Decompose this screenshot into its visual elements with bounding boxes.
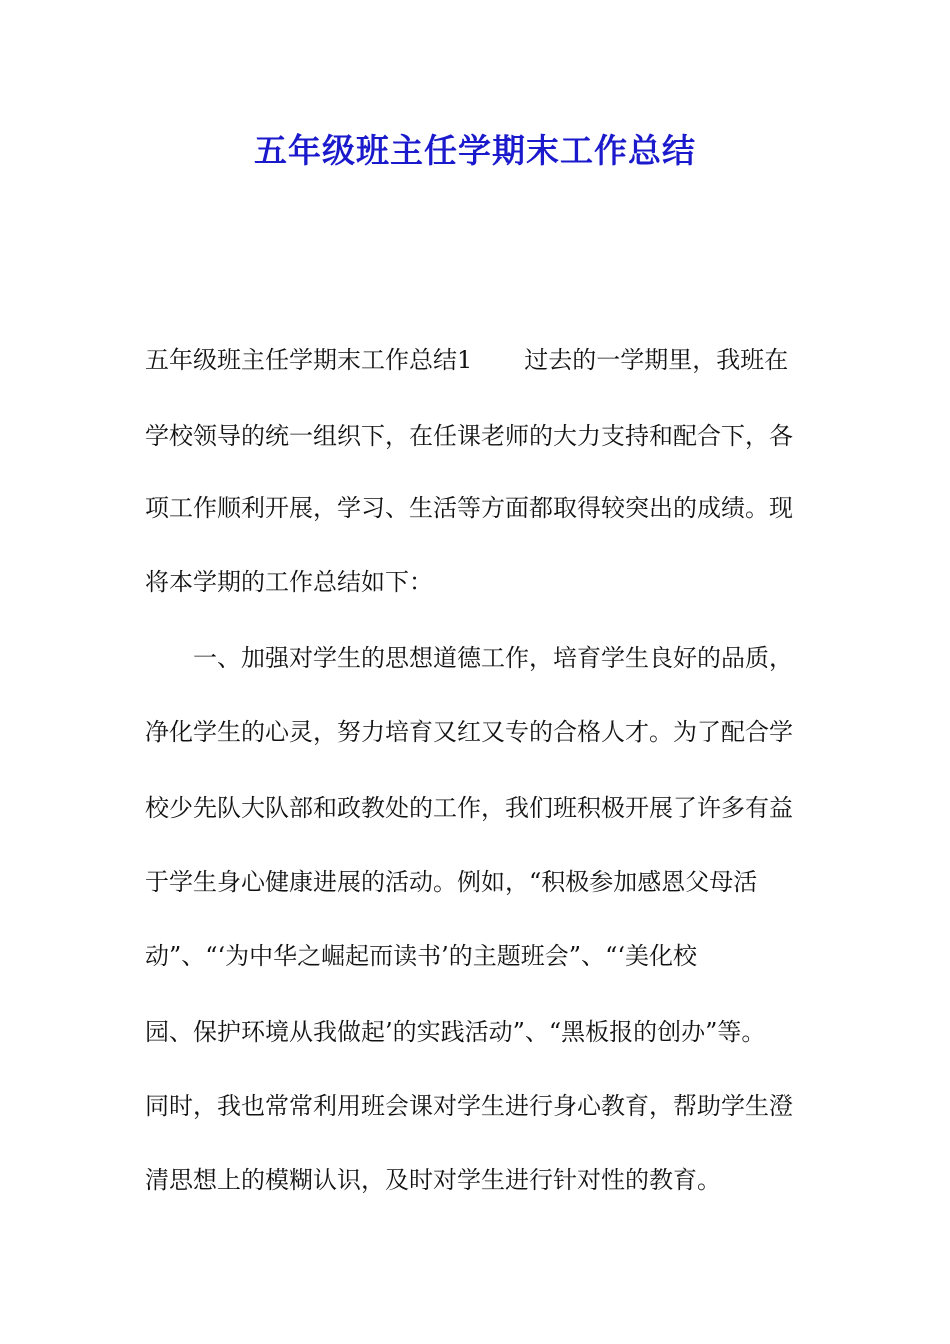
paragraph-1-line-4: 将本学期的工作总结如下：	[145, 568, 433, 596]
paragraph-1-line-1	[145, 344, 788, 376]
paragraph-2-line-2: 净化学生的心灵，努力培育又红又专的合格人才。为了配合学	[145, 718, 793, 746]
document-title: 五年级班主任学期末工作总结	[254, 131, 696, 170]
paragraph-2-line-1: 一、加强对学生的思想道德工作，培育学生良好的品质，	[193, 644, 793, 672]
paragraph-2-line-7: 同时，我也常常利用班会课对学生进行身心教育，帮助学生澄	[145, 1092, 793, 1120]
paragraph-1-line-2: 学校领导的统一组织下，在任课老师的大力支持和配合下，各	[145, 422, 793, 450]
paragraph-2-line-3: 校少先队大队部和政教处的工作，我们班积极开展了许多有益	[145, 794, 793, 822]
paragraph-2-line-5: 动”、“‘为中华之崛起而读书’的主题班会”、“‘美化校	[145, 942, 697, 970]
paragraph-1-lead: 五年级班主任学期末工作总结1	[145, 346, 473, 374]
paragraph-2-line-4: 于学生身心健康进展的活动。例如，“积极参加感恩父母活	[145, 868, 758, 896]
paragraph-1-line-1-text: 过去的一学期里，我班在	[524, 346, 789, 374]
paragraph-2-line-8: 清思想上的模糊认识，及时对学生进行针对性的教育。	[145, 1166, 721, 1194]
paragraph-2-line-6: 园、保护环境从我做起’的实践活动”、“黑板报的创办”等。	[145, 1018, 766, 1046]
paragraph-1-line-3: 项工作顺利开展，学习、生活等方面都取得较突出的成绩。现	[145, 494, 793, 522]
